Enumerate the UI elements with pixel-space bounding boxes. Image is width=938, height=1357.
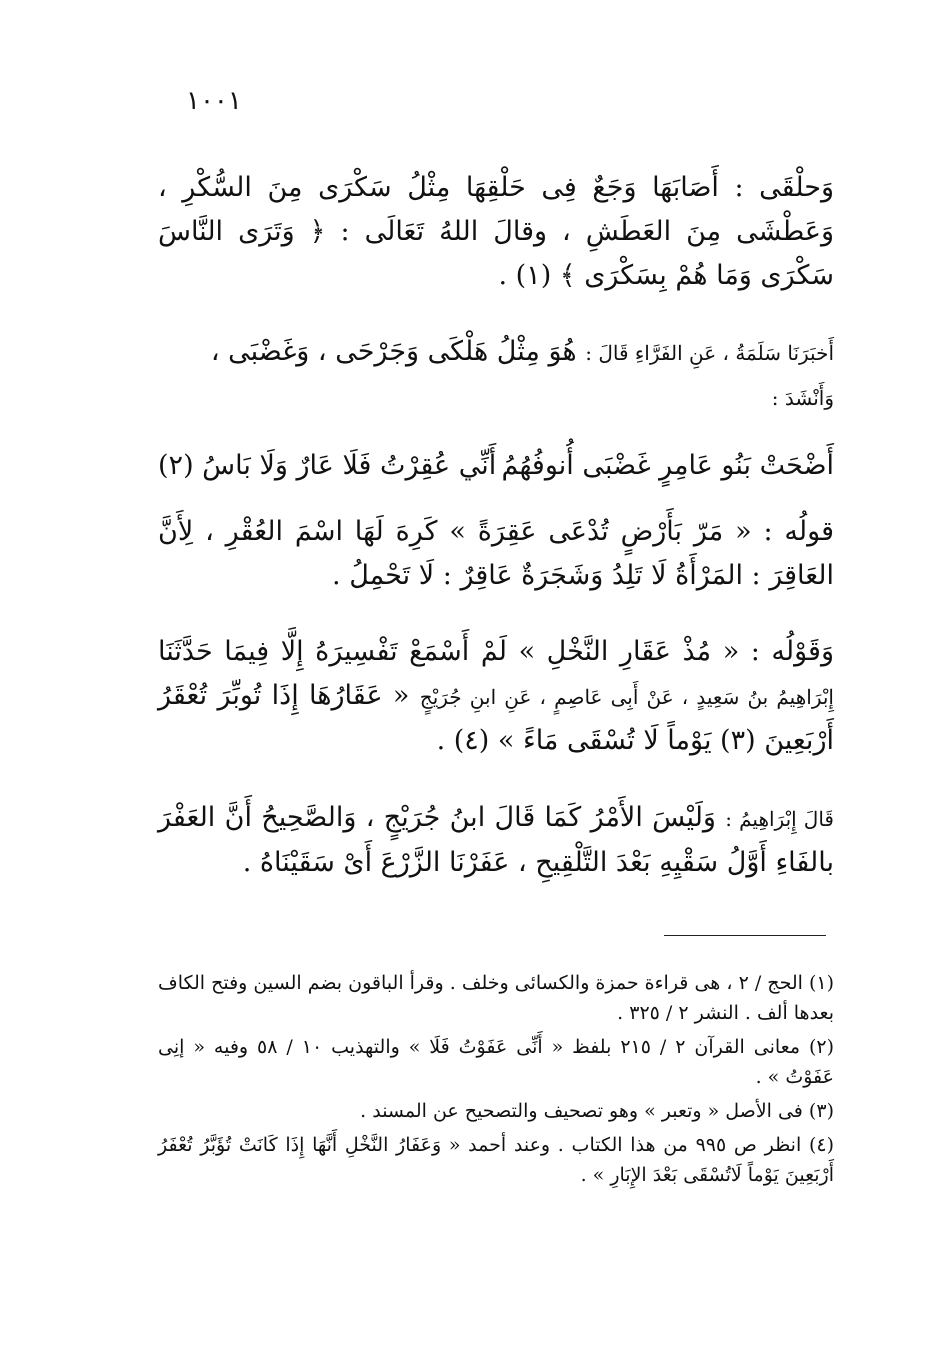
paragraph-text: وَحلْقَى : أَصَابَهَا وَجَعٌ فِى حَلْقِهَا مِثْلُ سَكْرَى مِنَ السُّكْرِ ، وَعَطْشَى مِنَ العَطَشِ ، وقالَ اللهُ تَعَالَى : ﴿ وَتَرَى النَّاسَ سَكْرَى وَمَا هُمْ بِسَكْرَى ﴾ (١) . [158,172,834,291]
anshada-text: وَأَنْشَدَ : [771,386,834,410]
paragraph-text: وَقَوْلُه : « مُذْ عَقَارِ النَّخْلِ » لَمْ أَسْمَعْ تَفْسِيرَهُ إِلَّا فِيمَا حَدَّثَنَا [158,636,834,667]
footnote-4: (٤) انظر ص ٩٩٥ من هذا الكتاب . وعند أحمد « وَعَفَارُ النَّخْلِ أَنَّهَا إِذَا كَانَتْ تُؤَبَّرُ تُعْفَرُ أَرْبَعِينَ يَوْماً لَاتُسْقَى بَعْدَ الإِبَارِ » . [158,1134,834,1186]
paragraph-text-continued: « عَقَارُهَا إِذَا تُوبِّرَ تُعْقَرُ أَرْبَعِينَ (٣) يَوْماً لَا تُسْقَى مَاءً » (٤) . [158,680,834,756]
paragraph-text: وَلَيْسَ الأَمْرُ كَمَا قَالَ ابنُ جُرَيْجٍ ، وَالصَّحِيحُ أَنَّ العَفْرَ بالفَاءِ أَوَّلُ سَقْيِهِ بَعْدَ التَّلْقِيحِ ، عَفَرْنَا الزَّرْعَ أَىْ سَقَيْنَاهُ . [158,802,834,878]
footnote-1: (١) الحج / ٢ ، هى قراءة حمزة والكسائى وخلف . وقرأ الباقون بضم السين وفتح الكاف بعدها ألف . النشر ٢ / ٣٢٥ . [158,972,835,1024]
footnote-3: (٣) فى الأصل « وتعبر » وهو تصحيف والتصحيح عن المسند . [360,1100,834,1122]
paragraph-aqar-nakhl [158,630,834,763]
isnad-text: أَخبَرَنَا سَلَمَةُ ، عَنِ الفَرَّاءِ قَالَ : [585,341,834,365]
paragraph-sakra [158,166,834,298]
paragraph-line [158,630,834,763]
poetry-verse [158,444,834,488]
speaker-text: قَالَ إِبْرَاهِيمُ : [725,807,834,831]
page-number: ١٠٠١ [186,86,242,116]
paragraph-ibrahim [158,796,834,885]
paragraph-text: قولُه : « مَرّ بَأَرْضٍ تُدْعَى عَقِرَةً » كَرِهَ لَهَا اسْمَ العُقْرِ ، لِأَنَّ العَاقِرَ : المَرْأَةُ لَا تَلِدُ وَشَجَرَةٌ عَاقِرٌ : لَا تَحْمِلُ . [158,516,834,591]
paragraph-line [158,796,834,885]
footnote-2: (٢) معانى القرآن ٢ / ٢١٥ بلفظ « أَنِّى عَفَوْتُ فَلَا » والتهذيب ١٠ / ٥٨ وفيه « إنِى عَفَوْتُ » . [158,1036,835,1088]
paragraph-aqira [158,510,834,598]
verse-second-hemistich: أَنِّي عُقِرْتُ فَلَا عَارٌ وَلَا بَاسُ (٢) [158,450,497,481]
footnotes [158,968,834,1194]
paragraph-line [158,330,834,375]
verse-first-hemistich: أَضْحَتْ بَنُو عَامِرٍ غَضْبَى أُنوفُهُمُ [501,450,834,481]
paragraph-farra [158,330,834,420]
isnad-text: إِبْرَاهِيمُ بنُ سَعِيدٍ ، عَنْ أَبِى عَاصِمٍ ، عَنِ ابنِ جُرَيْجٍ [419,685,834,709]
paragraph-line [158,375,834,420]
footnote-divider [664,935,826,936]
paragraph-text: هُوَ مِثْلُ هَلْكَى وَجَرْحَى ، وَغَضْبَى ، [210,336,577,367]
